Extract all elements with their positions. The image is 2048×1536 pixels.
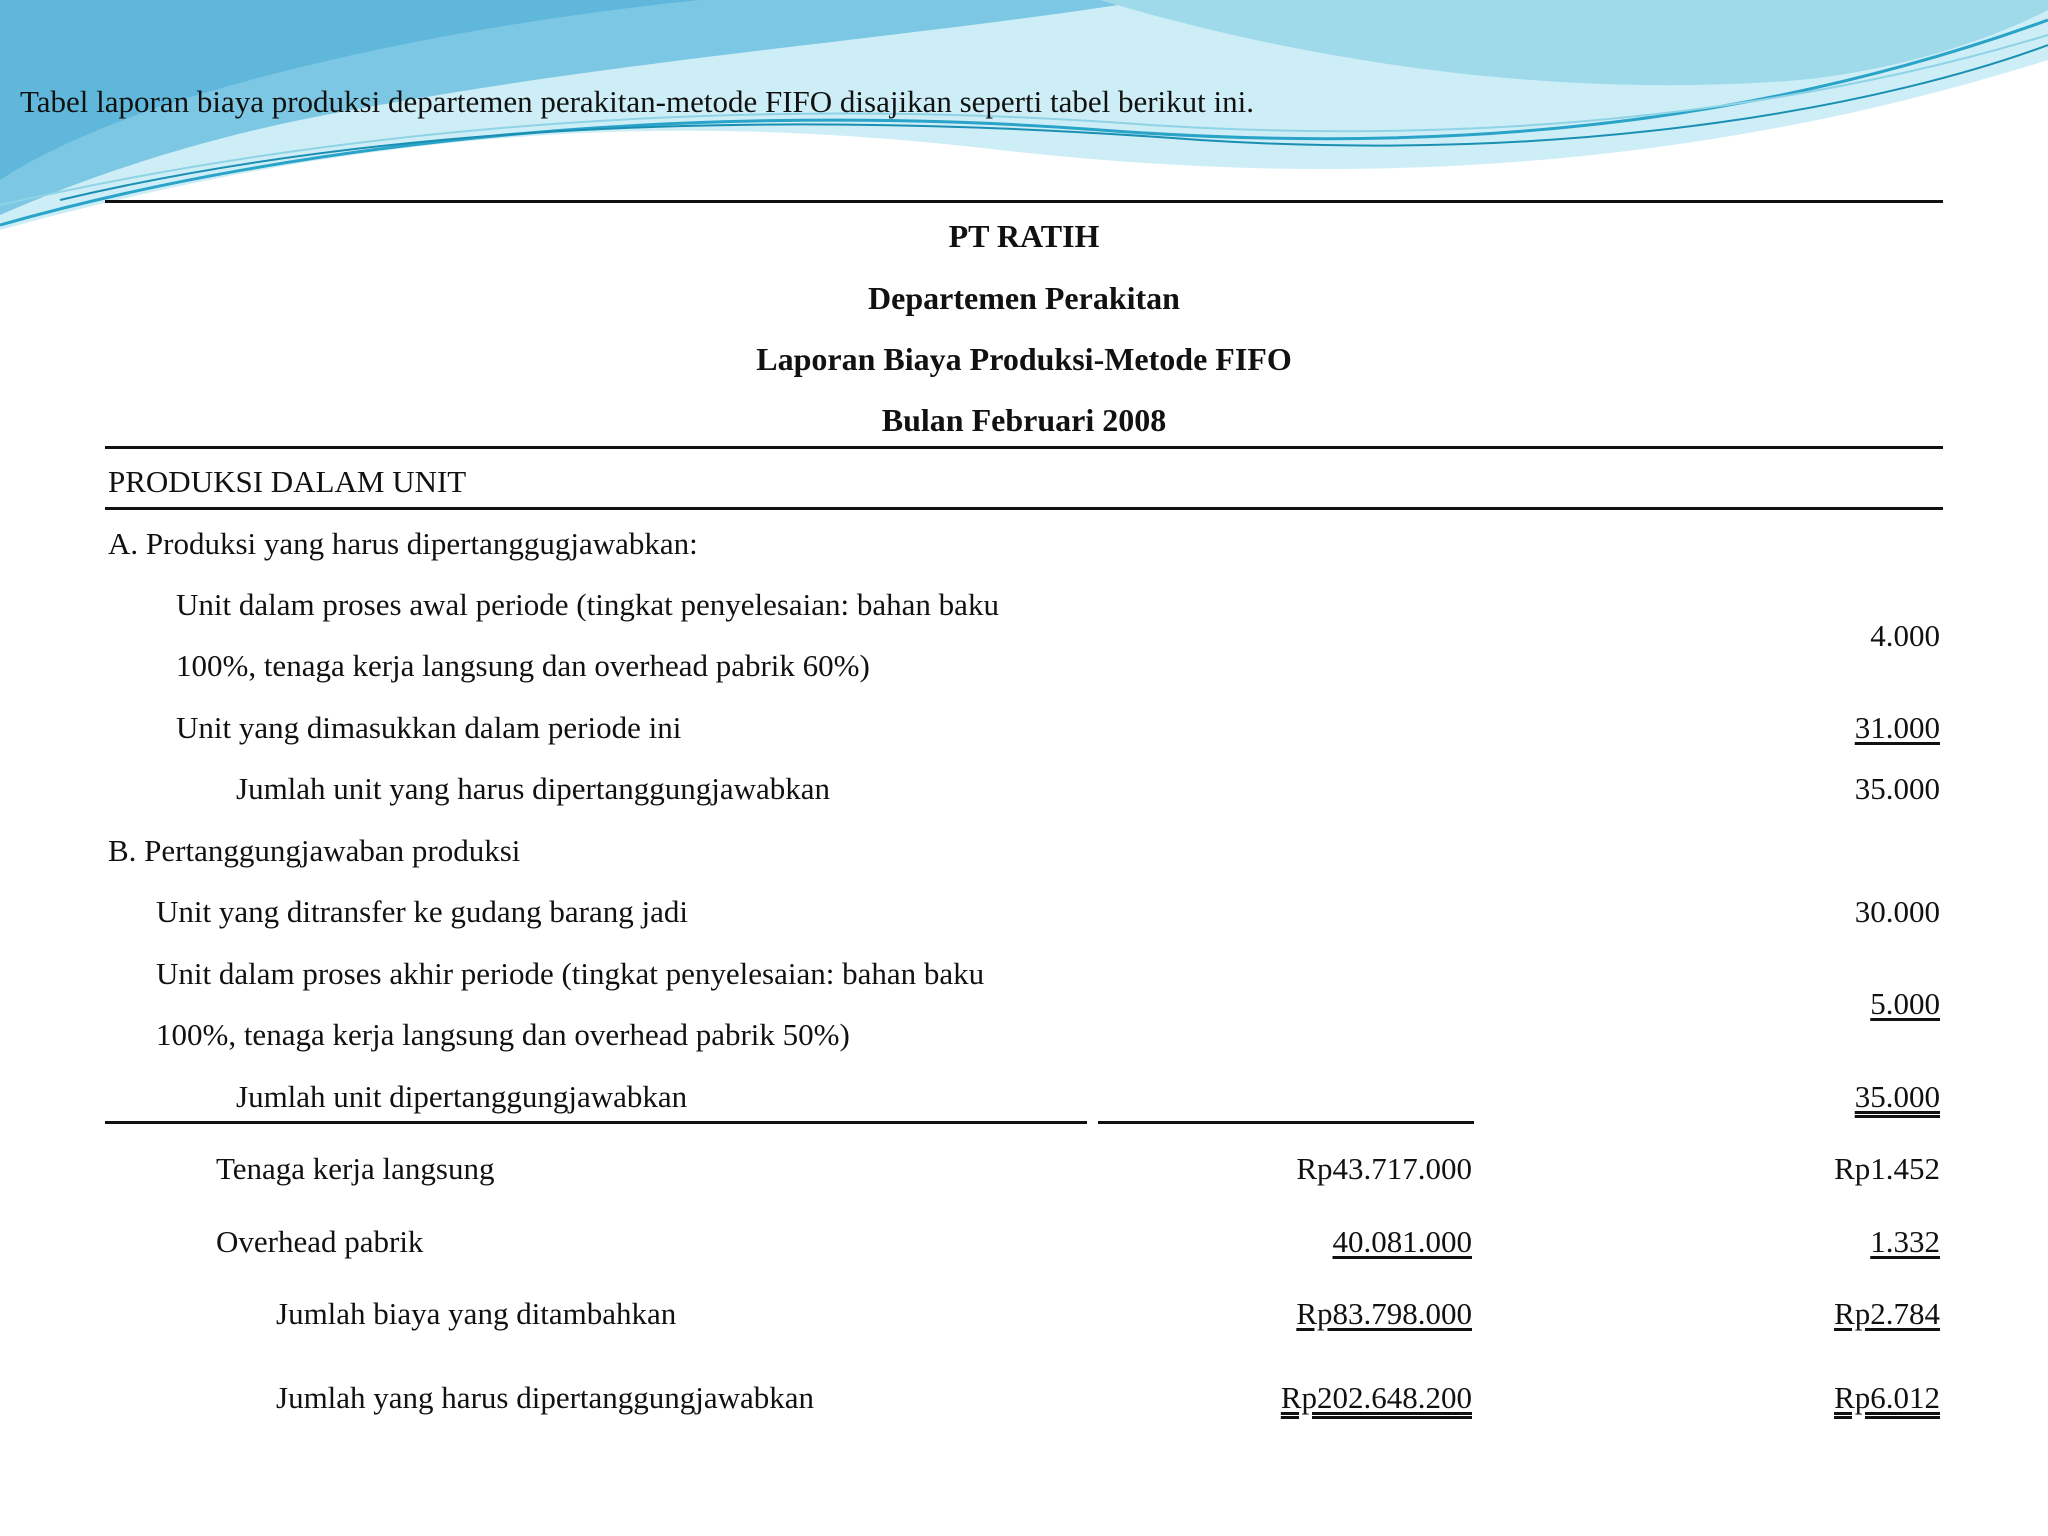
cost-rule-left [105, 1121, 1087, 1124]
cost-label: Tenaga kerja langsung [216, 1151, 495, 1186]
transferred-label: Unit yang ditransfer ke gudang barang jadi [156, 894, 688, 929]
units-added-label: Unit yang dimasukkan dalam periode ini [176, 710, 682, 745]
wip-begin-value: 4.000 [1870, 618, 1940, 653]
cost-total: Rp202.648.200 [1280, 1380, 1472, 1415]
section-b-total-value: 35.000 [1854, 1079, 1940, 1114]
cost-per-unit: Rp6.012 [1834, 1380, 1940, 1415]
cost-total: Rp83.798.000 [1296, 1296, 1472, 1331]
section-b-heading: B. Pertanggungjawaban produksi [108, 833, 521, 868]
cost-per-unit: Rp2.784 [1834, 1296, 1940, 1331]
report-period: Bulan Februari 2008 [881, 402, 1167, 438]
transferred-value: 30.000 [1854, 894, 1940, 929]
cost-label: Overhead pabrik [216, 1224, 424, 1259]
section-rule [105, 507, 1943, 510]
cost-total: 40.081.000 [1332, 1224, 1472, 1259]
top-rule [105, 200, 1943, 203]
decorative-wave-banner [0, 0, 2048, 240]
cost-label: Jumlah biaya yang ditambahkan [276, 1296, 677, 1331]
section-a-total-value: 35.000 [1854, 771, 1940, 806]
cost-total: Rp43.717.000 [1296, 1151, 1472, 1186]
report-title: Laporan Biaya Produksi-Metode FIFO [756, 341, 1292, 377]
section-b-total-label: Jumlah unit dipertanggungjawabkan [236, 1079, 688, 1114]
section-a-total-label: Jumlah unit yang harus dipertanggungjawabkan [236, 771, 831, 806]
wip-begin-line2: 100%, tenaga kerja langsung dan overhead pabrik 60%) [176, 648, 870, 683]
cost-per-unit: Rp1.452 [1834, 1151, 1940, 1186]
company-name: PT RATIH [948, 218, 1100, 254]
cost-rule-mid [1098, 1121, 1474, 1124]
header-rule [105, 446, 1943, 449]
wip-end-line2: 100%, tenaga kerja langsung dan overhead pabrik 50%) [156, 1017, 850, 1052]
wip-end-line1: Unit dalam proses akhir periode (tingkat penyelesaian: bahan baku [156, 956, 985, 991]
cost-per-unit: 1.332 [1870, 1224, 1940, 1259]
intro-text: Tabel laporan biaya produksi departemen perakitan-metode FIFO disajikan seperti tabel berikut ini. [20, 84, 1254, 119]
units-added-value: 31.000 [1854, 710, 1940, 745]
department-name: Departemen Perakitan [868, 280, 1180, 316]
wip-end-value: 5.000 [1870, 986, 1940, 1021]
section-a-heading: A. Produksi yang harus dipertanggugjawabkan: [108, 526, 698, 561]
section-units-heading: PRODUKSI DALAM UNIT [108, 464, 467, 499]
wip-begin-line1: Unit dalam proses awal periode (tingkat penyelesaian: bahan baku [176, 587, 999, 622]
cost-label: Jumlah yang harus dipertanggungjawabkan [276, 1380, 815, 1415]
